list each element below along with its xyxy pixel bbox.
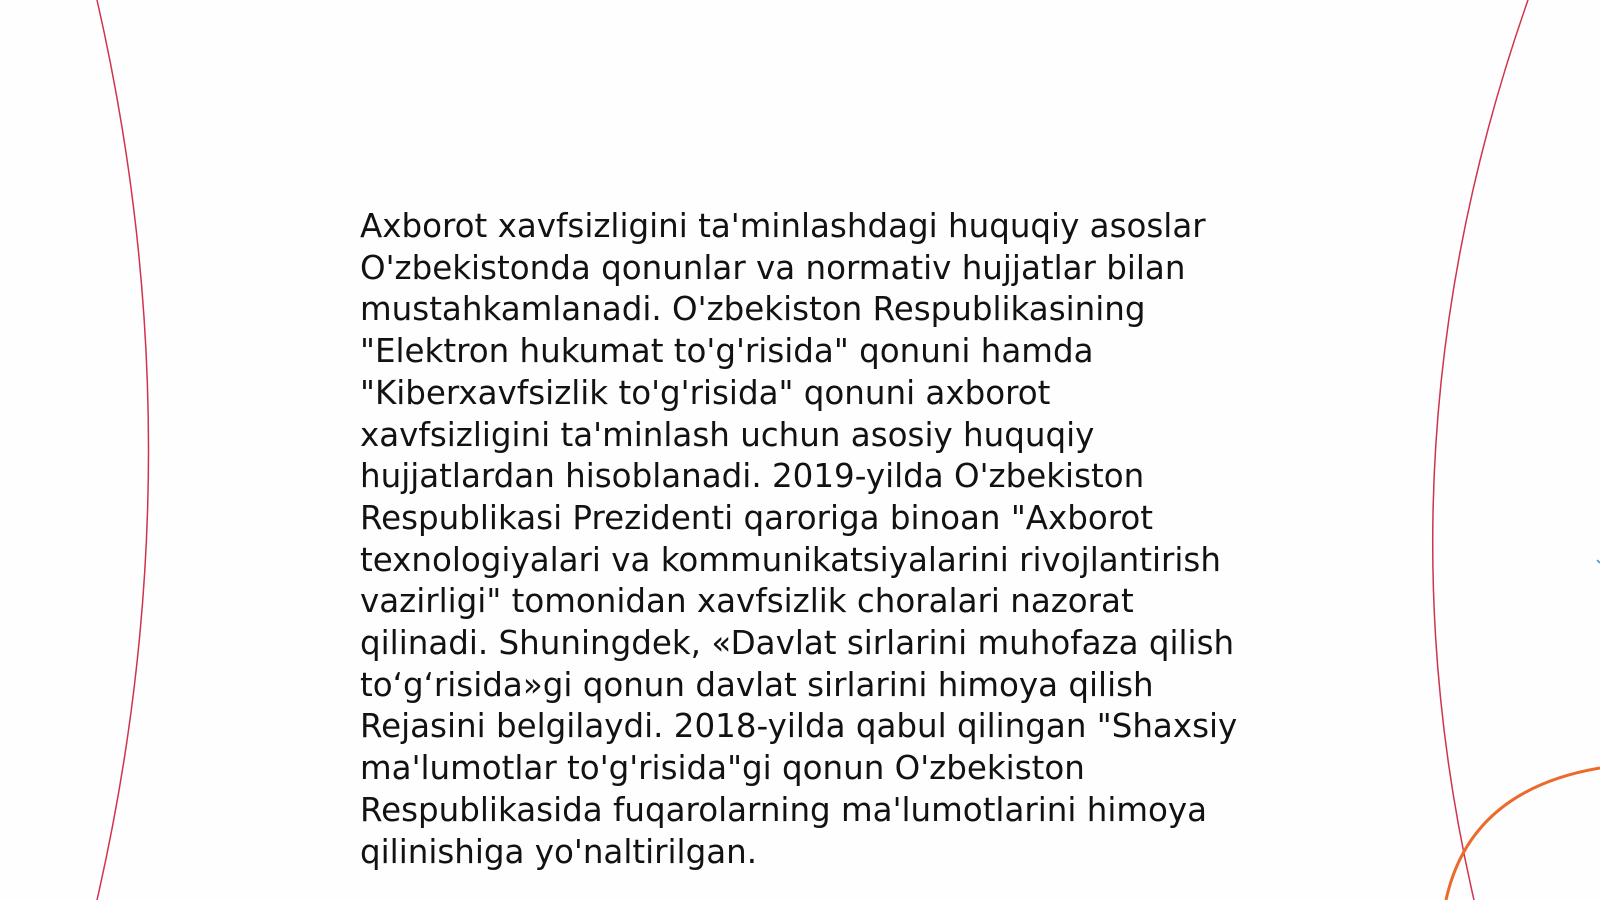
paragraph-line: ma'lumotlar to'g'risida"gi qonun O'zbekiston: [360, 749, 1085, 788]
paragraph-line: hujjatlardan hisoblanadi. 2019-yilda O'zbekiston: [360, 457, 1145, 496]
paragraph-line: texnologiyalari va kommunikatsiyalarini rivojlantirish: [360, 540, 1221, 579]
body-paragraph: [360, 206, 1260, 873]
paragraph-line: qilinishiga yo'naltirilgan.: [360, 832, 758, 871]
paragraph-line: "Kiberxavfsizlik to'g'risida" qonuni axborot: [360, 373, 1051, 412]
paragraph-line: Respublikasi Prezidenti qaroriga binoan "Axborot: [360, 498, 1154, 537]
paragraph-line: vazirligi" tomonidan xavfsizlik choralari nazorat: [360, 582, 1134, 621]
paragraph-line: O'zbekistonda qonunlar va normativ hujjatlar bilan: [360, 248, 1186, 287]
paragraph-line: xavfsizligini ta'minlash uchun asosiy huquqiy: [360, 415, 1095, 454]
paragraph-line: Axborot xavfsizligini ta'minlashdagi huquqiy asoslar: [360, 207, 1206, 245]
paragraph-line: to‘g‘risida»gi qonun davlat sirlarini himoya qilish: [360, 665, 1154, 704]
paragraph-line: mustahkamlanadi. O'zbekiston Respublikasining: [360, 290, 1146, 329]
left-arc-decoration: [97, 0, 149, 900]
right-arc-decoration: [1433, 0, 1528, 900]
paragraph-line: "Elektron hukumat to'g'risida" qonuni hamda: [360, 332, 1094, 371]
paragraph-line: Respublikasida fuqarolarning ma'lumotlarini himoya: [360, 790, 1208, 829]
paragraph-line: Rejasini belgilaydi. 2018-yilda qabul qilingan "Shaxsiy: [360, 707, 1238, 746]
paragraph-line: qilinadi. Shuningdek, «Davlat sirlarini muhofaza qilish: [360, 624, 1235, 663]
